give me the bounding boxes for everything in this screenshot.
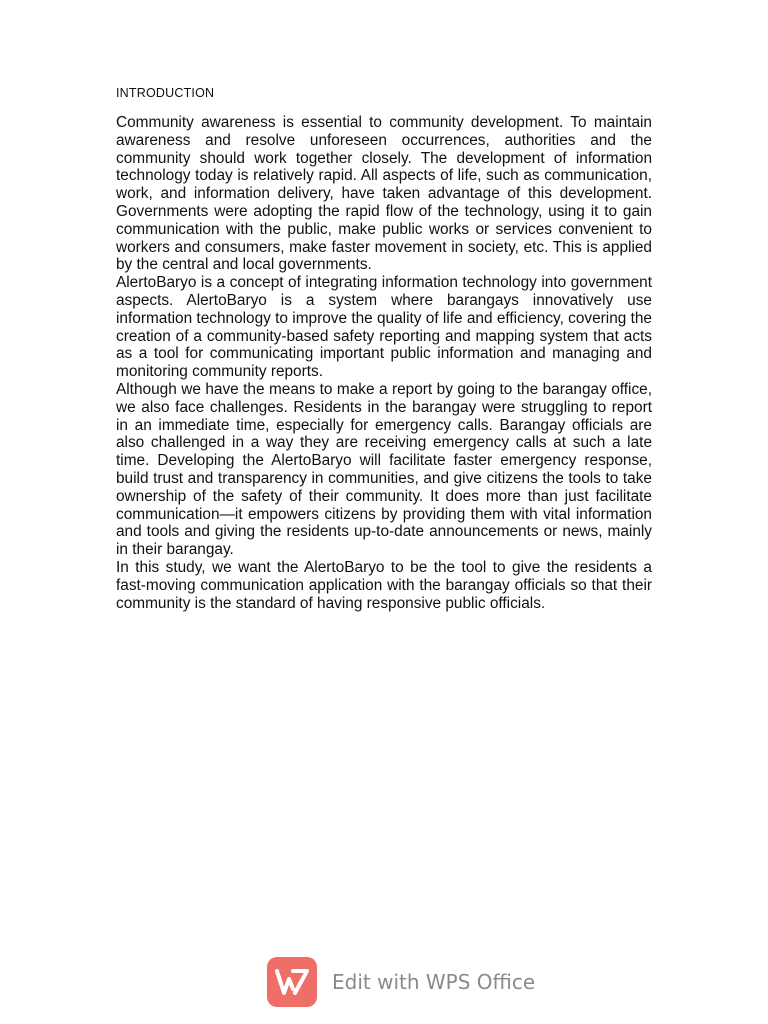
paragraph: In this study, we want the AlertoBaryo to be the tool to give the residents a fast-moving communication application with the barangay officials so that their community is the standard of having responsive public officials. <box>116 558 652 612</box>
watermark-text: Edit with WPS Office <box>332 970 536 994</box>
section-heading: INTRODUCTION <box>116 86 215 100</box>
document-body <box>116 114 652 612</box>
wps-watermark[interactable] <box>267 957 535 1007</box>
paragraph: Although we have the means to make a report by going to the barangay office, we also face challenges. Residents in the barangay were struggling to report in an immediate time, especially for emergency calls. Barangay officials are also challenged in a way they are receiving emergency calls at such a late time. Developing the AlertoBaryo will facilitate faster emergency response, build trust and transparency in communities, and give citizens the tools to take ownership of the safety of their community. It does more than just facilitate communication—it empowers citizens by providing them with vital information and tools and giving the residents up-to-date announcements or news, mainly in their barangay. <box>116 380 652 559</box>
document-page <box>116 86 652 612</box>
paragraph: Community awareness is essential to community development. To maintain awareness and resolve unforeseen occurrences, authorities and the community should work together closely. The development of information technology today is relatively rapid. All aspects of life, such as communication, work, and information delivery, have taken advantage of this development. Governments were adopting the rapid flow of the technology, using it to gain communication with the public, make public works or services convenient to workers and consumers, make faster movement in society, etc. This is applied by the central and local governments. <box>116 114 652 274</box>
wps-office-logo-icon <box>267 957 317 1007</box>
paragraph: AlertoBaryo is a concept of integrating information technology into government aspects. AlertoBaryo is a system where barangays innovatively use information technology to improve the quality of life and efficiency, covering the creation of a community-based safety reporting and mapping system that acts as a tool for communicating important public information and managing and monitoring community reports. <box>116 274 652 381</box>
